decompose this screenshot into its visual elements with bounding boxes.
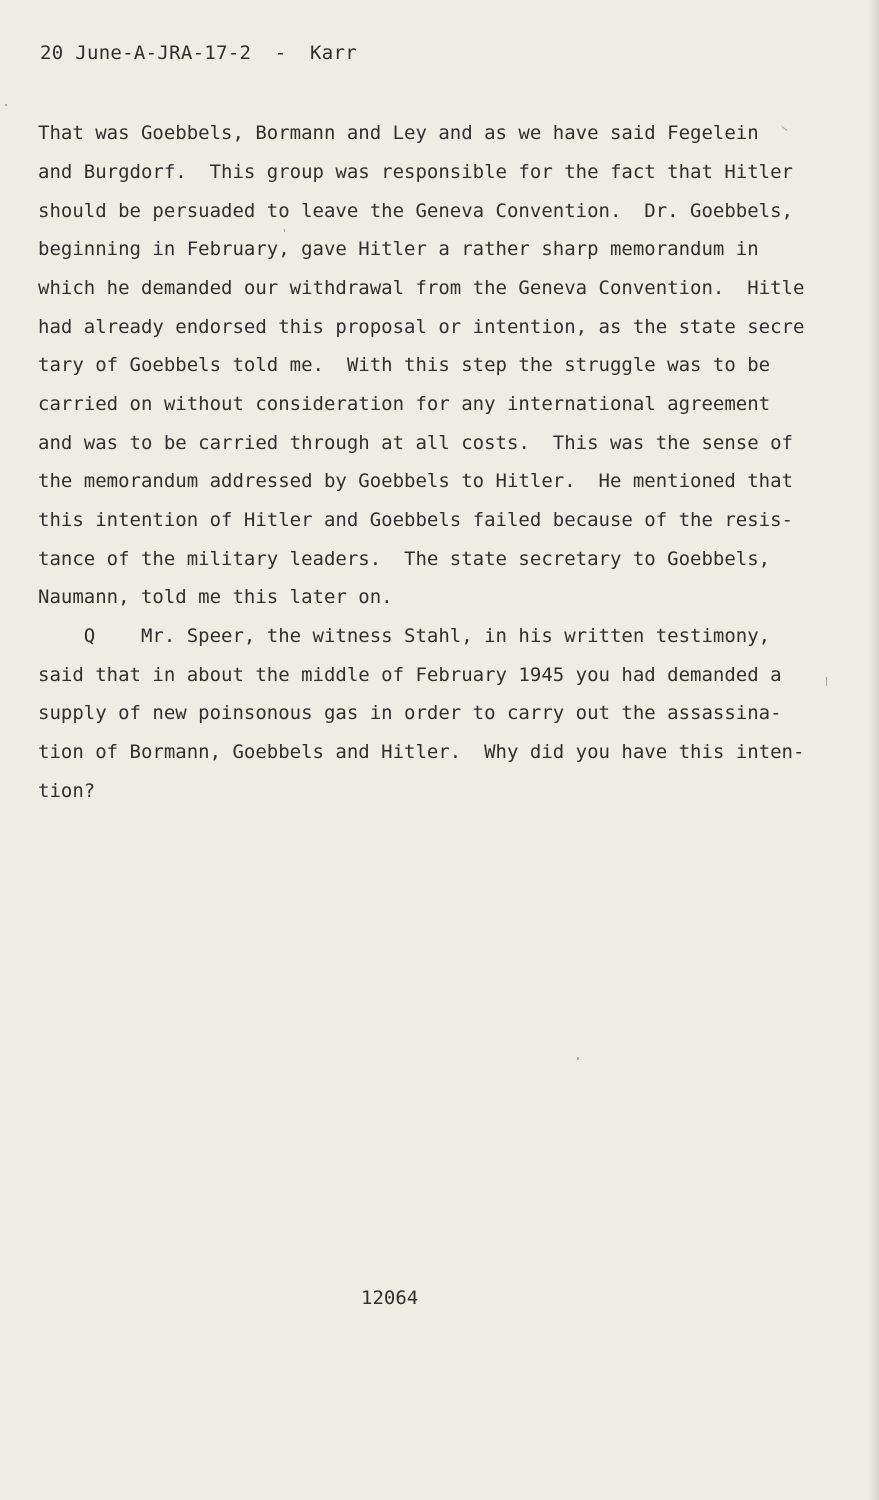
body-line-14: Q Mr. Speer, the witness Stahl, in his written testimony, <box>38 625 771 647</box>
body-line-8: carried on without consideration for any international agreement <box>38 393 771 415</box>
paper-speck <box>826 677 827 686</box>
body-line-2: and Burgdorf. This group was responsible for the fact that Hitler <box>38 161 793 183</box>
paper-speck <box>577 1057 579 1060</box>
body-line-16: supply of new poinsonous gas in order to carry out the assassina- <box>38 702 782 724</box>
body-line-12: tance of the military leaders. The state secretary to Goebbels, <box>38 548 771 570</box>
body-line-7: tary of Goebbels told me. With this step the struggle was to be <box>38 354 771 376</box>
paper-speck <box>781 126 787 131</box>
body-line-9: and was to be carried through at all costs. This was the sense of <box>38 432 793 454</box>
body-line-11: this intention of Hitler and Goebbels failed because of the resis- <box>38 509 793 531</box>
document-header: 20 June-A-JRA-17-2 - Karr <box>40 42 357 64</box>
body-line-3: should be persuaded to leave the Geneva Convention. Dr. Goebbels, <box>38 200 793 222</box>
paper-speck <box>5 104 7 106</box>
body-line-17: tion of Bormann, Goebbels and Hitler. Why did you have this inten- <box>38 741 805 763</box>
body-line-4: beginning in February, gave Hitler a rather sharp memorandum in <box>38 238 759 260</box>
body-line-1: That was Goebbels, Bormann and Ley and as we have said Fegelein <box>38 122 759 144</box>
page-edge-shadow <box>869 0 879 1500</box>
body-line-13: Naumann, told me this later on. <box>38 586 393 608</box>
body-line-5: which he demanded our withdrawal from the Geneva Convention. Hitle <box>38 277 805 299</box>
body-line-15: said that in about the middle of February 1945 you had demanded a <box>38 664 782 686</box>
body-line-18: tion? <box>38 780 96 802</box>
body-line-10: the memorandum addressed by Goebbels to Hitler. He mentioned that <box>38 470 793 492</box>
page-number: 12064 <box>361 1287 419 1309</box>
body-line-6: had already endorsed this proposal or intention, as the state secre <box>38 316 805 338</box>
paper-speck <box>284 229 285 232</box>
